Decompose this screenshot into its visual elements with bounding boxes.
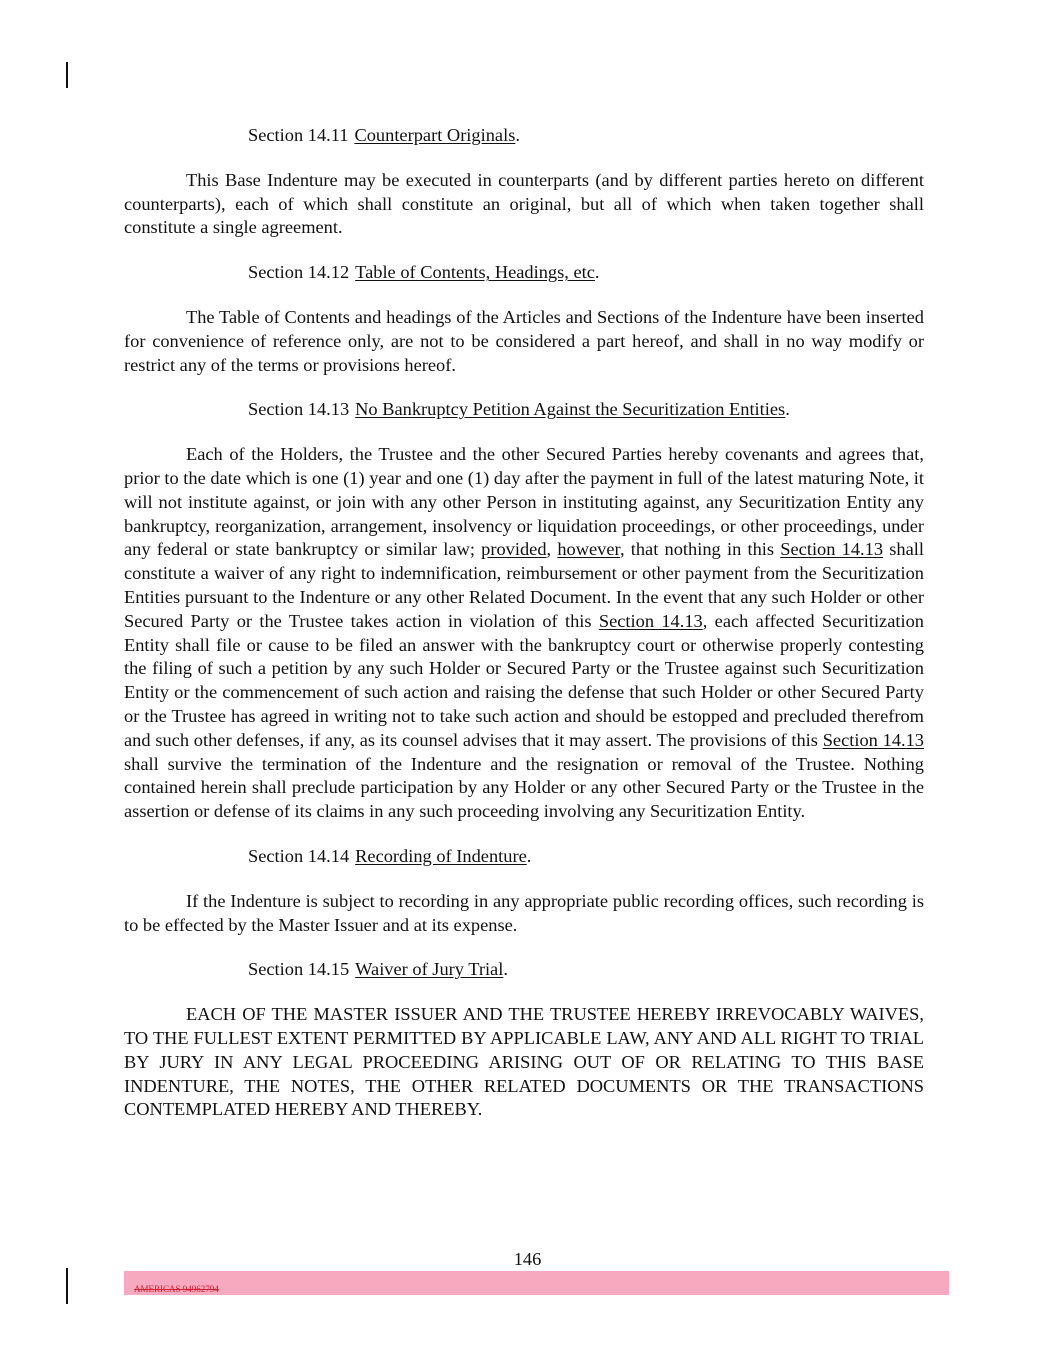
section-title: Recording of Indenture: [355, 845, 527, 866]
section-title: Table of Contents, Headings, etc: [355, 262, 595, 283]
page-number: 146: [513, 1249, 542, 1269]
section-cross-reference: Section 14.13: [822, 729, 924, 750]
section-title-period: .: [594, 262, 600, 283]
paragraph-14-12: The Table of Contents and headings of the Articles and Sections of the Indenture have been inserted for convenience of reference only, are not to be considered a part hereof, and shall in no way modify or restrict any of the terms or provisions hereof.: [124, 306, 924, 375]
text-run: shall survive the termination of the Indenture and the resignation or removal of the Trustee. Nothing contained herein shall preclude participation by any Holder or any other Secured Party or the Trustee in the assertion or defense of its claims in any such proceeding involving any Securitization Entity.: [124, 753, 924, 822]
paragraph-14-13: [124, 443, 924, 824]
section-cross-reference: Section 14.13: [780, 539, 884, 560]
section-number: Section 14.15: [248, 959, 350, 980]
section-heading-14-13: [124, 398, 924, 422]
section-title-period: .: [785, 399, 790, 420]
text-run: shall constitute a waiver of any right to indemnification, reimbursement or other payment from the Securitization Entities pursuant to the Indenture or any other Related Document. In the event that any such Holder or other Secured Party or the Trustee takes action in violation of this: [124, 539, 924, 631]
document-body: [124, 124, 924, 1143]
paragraph-14-11: This Base Indenture may be executed in counterparts (and by different parties hereto on different counterparts), each of which shall constitute an original, but all of which when taken together shall constitute a single agreement.: [124, 169, 924, 238]
text-run: ,: [546, 539, 558, 560]
section-title-period: .: [526, 845, 532, 866]
paragraph-14-14: If the Indenture is subject to recording in any appropriate public recording offices, such recording is to be effected by the Master Issuer and at its expense.: [124, 890, 924, 935]
term-provided: provided: [481, 539, 547, 560]
paragraph-14-15: EACH OF THE MASTER ISSUER AND THE TRUSTEE HEREBY IRREVOCABLY WAIVES, TO THE FULLEST EXTENT PERMITTED BY APPLICABLE LAW, ANY AND ALL RIGHT TO TRIAL BY JURY IN ANY LEGAL PROCEEDING ARISING OUT OF OR RELATING TO THIS BASE INDENTURE, THE NOTES, THE OTHER RELATED DOCUMENTS OR THE TRANSACTIONS CONTEMPLATED HEREBY AND THEREBY.: [124, 1004, 924, 1120]
section-title: Counterpart Originals: [354, 125, 516, 145]
section-title-period: .: [503, 959, 508, 980]
section-heading-14-12: [124, 261, 924, 285]
section-heading-14-11: [124, 124, 924, 148]
text-run: Each of the Holders, the Trustee and the other Secured Parties hereby covenants and agrees that, prior to the date which is one (1) year and one (1) day after the payment in full of the latest maturing Note, it will not institute against, or join with any other Person in instituting against, any Securitization Entity any bankruptcy, reorganization, arrangement, insolvency or liquidation proceedings, or other proceedings, under any federal or state bankruptcy or similar law;: [124, 444, 924, 560]
section-number: Section 14.13: [248, 399, 350, 420]
section-heading-14-15: [124, 958, 924, 982]
section-number: Section 14.11: [248, 125, 349, 145]
section-title: No Bankruptcy Petition Against the Securitization Entities: [355, 399, 786, 420]
text-run: , each affected Securitization Entity shall file or cause to be filed an answer with the bankruptcy court or otherwise properly contesting the filing of such a petition by any such Holder or Secured Party or the Trustee against such Securitization Entity or the commencement of such action and raising the defense that such Holder or other Secured Party or the Trustee has agreed in writing not to take such action and should be estopped and precluded therefrom and such other defenses, if any, as its counsel advises that it may assert. The provisions of this: [124, 610, 924, 750]
term-however: however: [557, 539, 620, 560]
section-number: Section 14.12: [248, 262, 350, 283]
section-number: Section 14.14: [248, 845, 350, 866]
footer-band: [124, 1271, 949, 1295]
revision-bar-top: [66, 62, 68, 88]
document-id: AMERICAS 94962794: [134, 1284, 219, 1294]
revision-bar-bottom: [66, 1268, 68, 1304]
section-cross-reference: Section 14.13: [598, 610, 703, 631]
section-heading-14-14: [124, 845, 924, 869]
text-run: , that nothing in this: [619, 539, 781, 560]
section-title-period: .: [515, 125, 520, 145]
section-title: Waiver of Jury Trial: [355, 959, 504, 980]
